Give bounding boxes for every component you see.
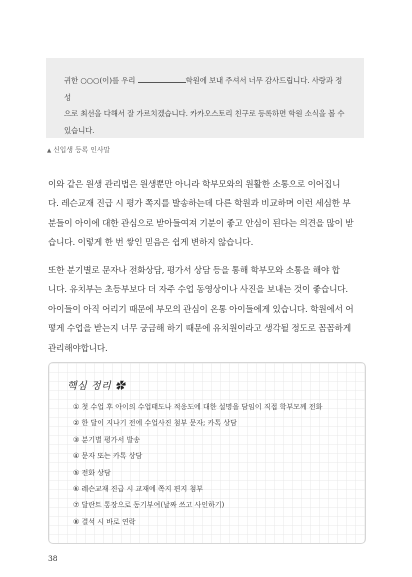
blank-line: [138, 74, 186, 83]
paragraph-line: 다. 레슨교재 진급 시 평가 쪽지를 발송하는데 다른 학원과 비교하며 이런 세심한 부: [48, 199, 351, 210]
paragraph-line: 습니다. 이렇게 한 번 쌓인 믿음은 쉽게 변하지 않습니다.: [48, 238, 254, 249]
key-summary-box: [48, 362, 366, 544]
paragraph-line: 관리해야합니다.: [48, 343, 108, 354]
paragraph-line: 니다. 유치부는 초등부보다 더 자주 수업 동영상이나 사진을 보내는 것이 좋습니다.: [48, 285, 348, 296]
body-paragraph-1: [48, 176, 368, 254]
summary-item: ① 첫 수업 후 아이의 수업태도나 적응도에 대한 설명을 담임이 직접 학부모께 전화: [73, 403, 323, 411]
paragraph-line: 아이들이 아직 어리기 때문에 부모의 관심이 온통 아이들에게 있습니다. 학원에서 어: [48, 304, 354, 315]
page-number: 38: [48, 554, 58, 563]
paragraph-line: 분들이 아이에 대한 관심으로 받아들여져 기분이 좋고 안심이 된다는 의견을 많이 받: [48, 218, 354, 229]
summary-item: ② 한 달이 지나기 전에 수업사진 첨부 문자; 카톡 상담: [73, 419, 237, 428]
caption-text: 신입생 등록 인사말: [53, 146, 111, 154]
triangle-icon: ▲: [47, 148, 52, 154]
summary-item: ⑥ 레슨교재 진급 시 교재에 쪽지 편지 첨부: [73, 484, 204, 493]
figure-caption: [47, 144, 110, 154]
body-paragraph-2: [48, 262, 368, 359]
greeting-quote-text: [64, 73, 346, 139]
summary-item: ③ 분기별 평가서 발송: [73, 435, 141, 444]
summary-item: ⑦ 달란트 통장으로 동기부여(날짜 쓰고 사인하기): [73, 501, 225, 510]
paragraph-line: 또한 분기별로 문자나 전화상담, 평가서 상담 등을 통해 학부모와 소통을 해야 합: [48, 266, 340, 276]
greeting-quote-box: [46, 58, 364, 138]
quote-line2: 으로 최선을 다해서 잘 가르치겠습니다. 카카오스토리 친구로 등록하면 학원 소식을 볼 수: [64, 109, 345, 118]
paragraph-line: 떻게 수업을 받는지 너무 궁금해 하기 때문에 유치원이라고 생각될 정도로 꼼꼼하게: [48, 324, 351, 335]
summary-list: [73, 399, 322, 530]
summary-item: ⑤ 전화 상담: [73, 468, 111, 477]
quote-line1-start: 귀한 ○○○(이)를 우리: [64, 76, 138, 85]
paragraph-line: 이와 같은 원생 관리법은 원생뿐만 아니라 학부모와의 원활한 소통으로 이어집니: [48, 180, 341, 190]
quote-line3: 있습니다.: [64, 125, 95, 135]
quote-line1-end: 학원에 보내 주셔서 너무 감사드립니다. 사랑과 정성: [64, 76, 343, 102]
summary-title: 핵심 정리 ✿: [67, 381, 126, 392]
summary-item: ⑧ 결석 시 바로 연락: [73, 517, 136, 526]
summary-item: ④ 문자 또는 카톡 상담: [73, 452, 143, 461]
